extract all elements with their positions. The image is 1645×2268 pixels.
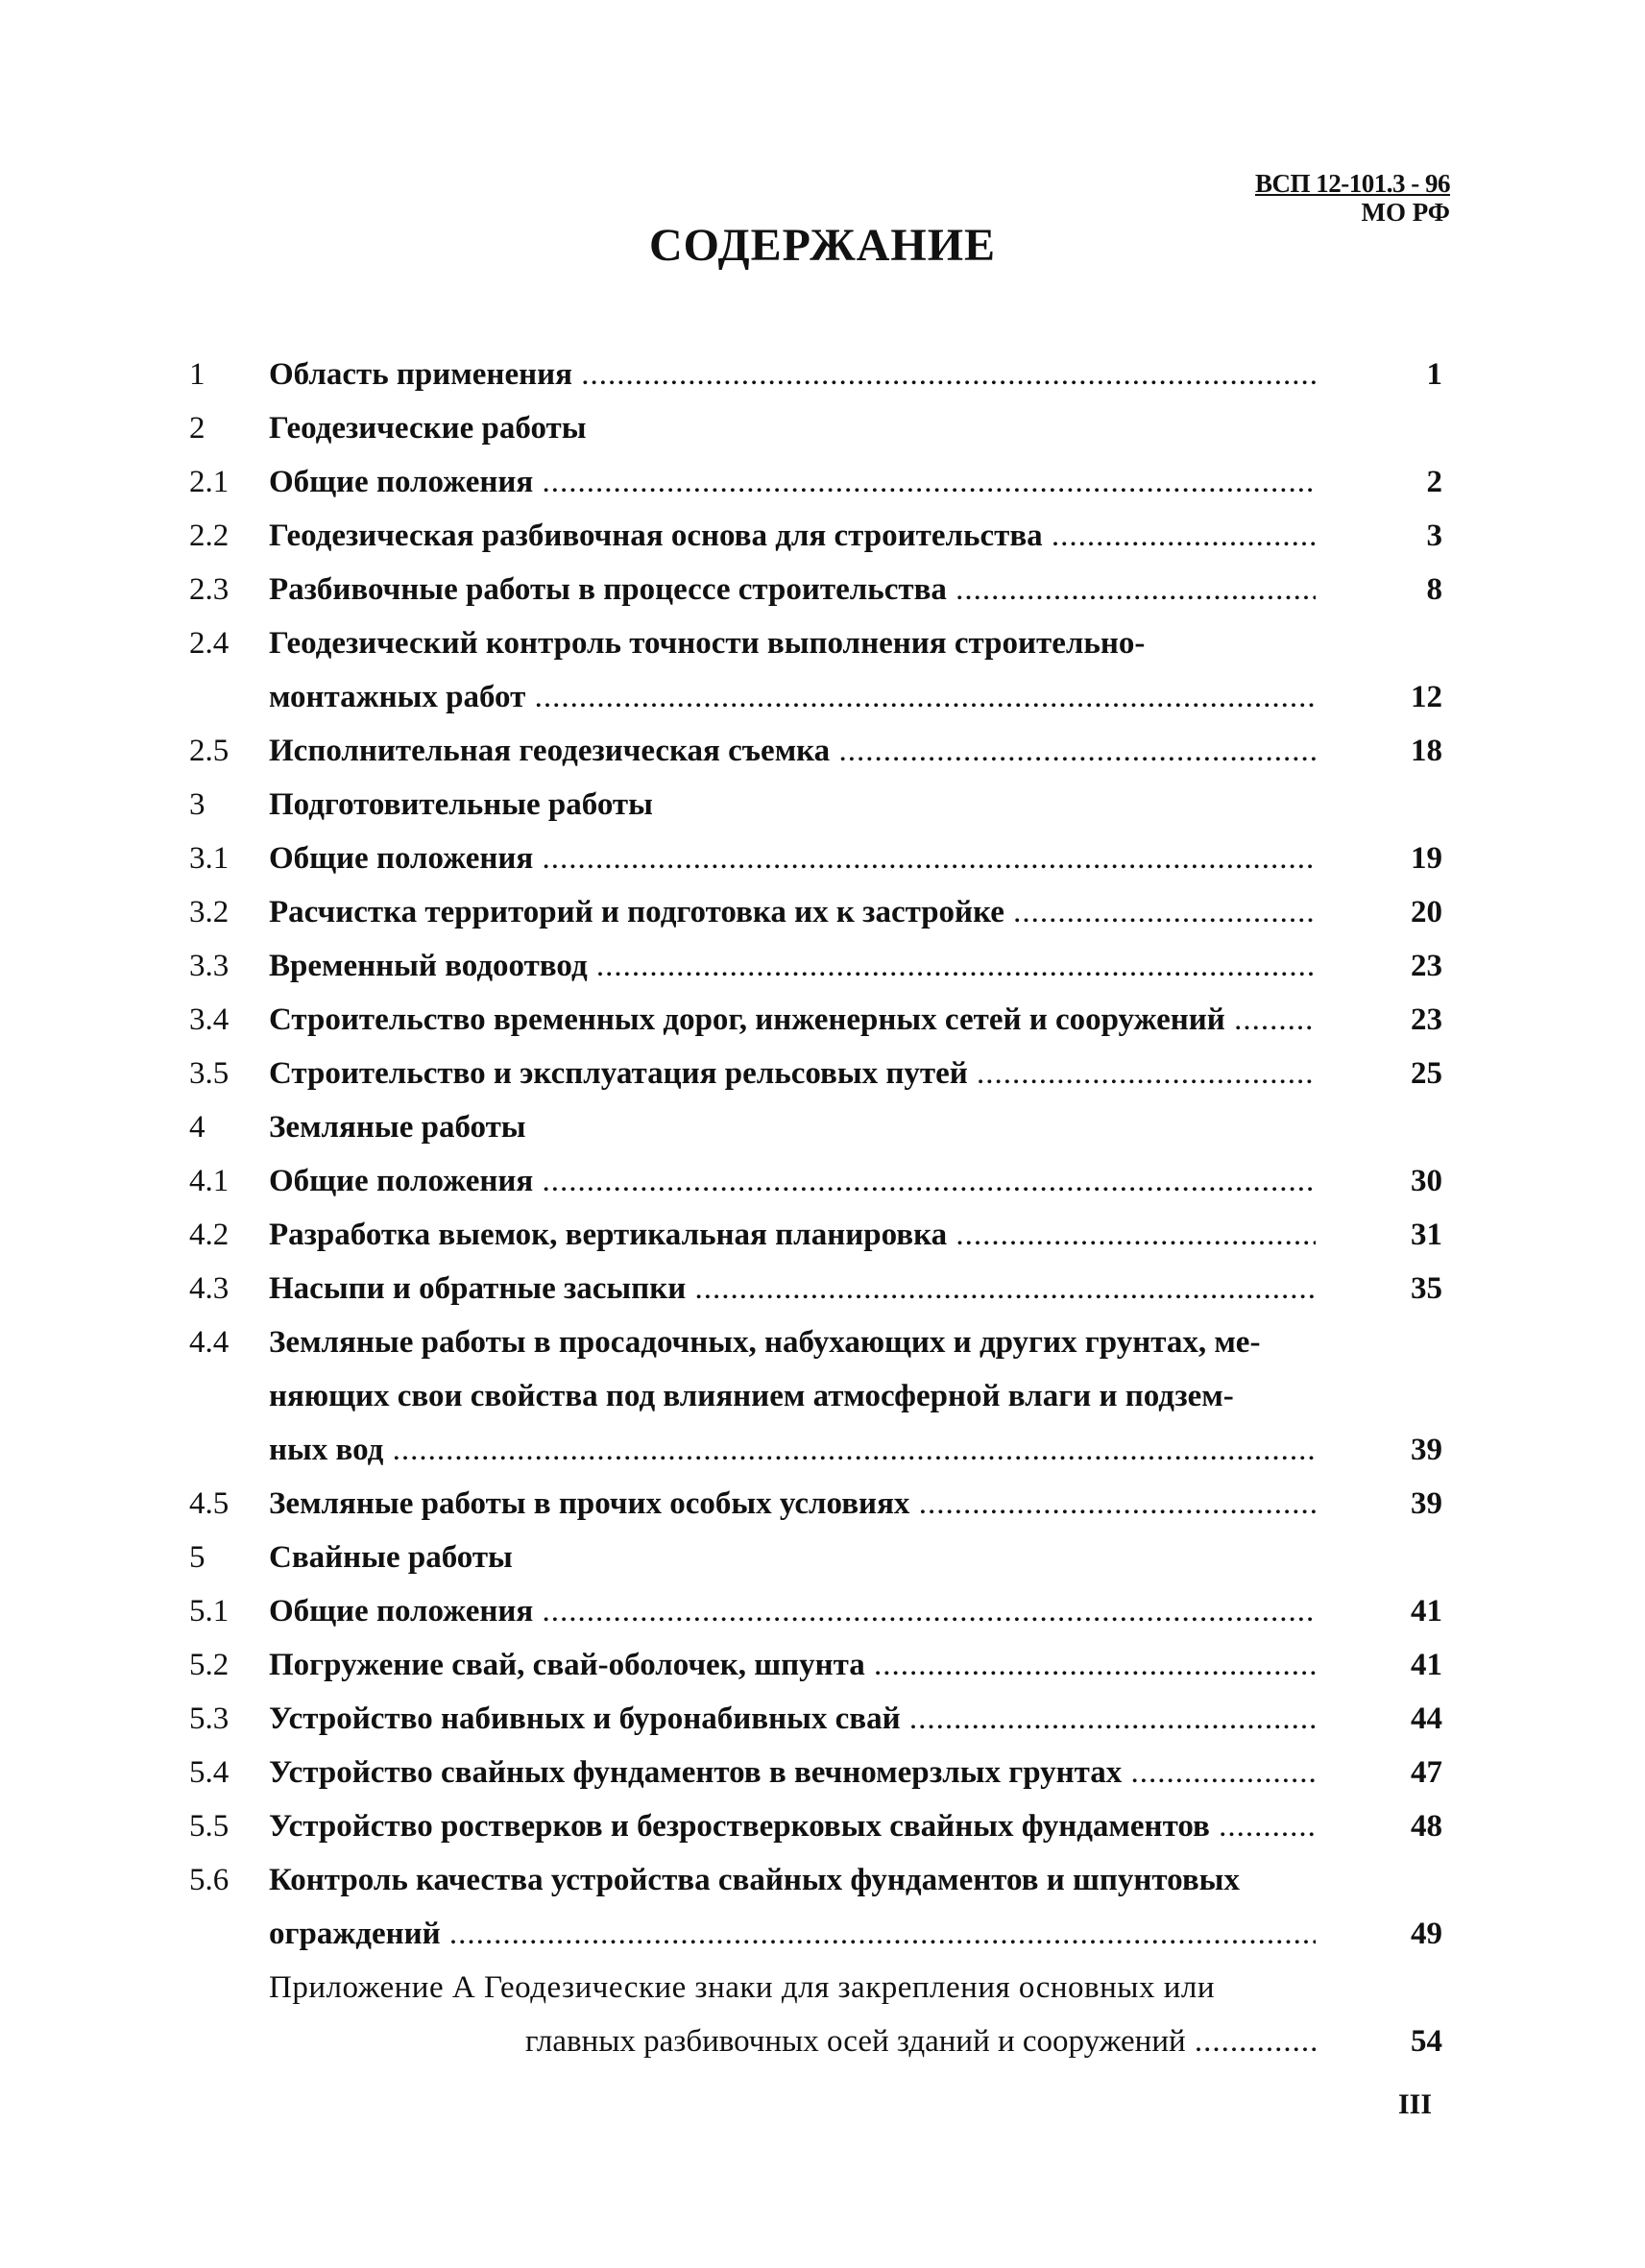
toc-page: 48 [1411, 1809, 1442, 1844]
toc-page: 39 [1411, 1486, 1442, 1521]
toc-row [189, 1798, 1466, 1851]
toc-page: 39 [1411, 1433, 1442, 1467]
page-title: СОДЕРЖАНИЕ [648, 220, 997, 271]
toc-row [189, 453, 1466, 507]
toc-title: Земляные работы в просадочных, набухающих и других грунтах, ме- [269, 1325, 1261, 1360]
toc-row [189, 1475, 1466, 1529]
toc-title: Геодезическая разбивочная основа для строительства ..... [269, 519, 1316, 554]
toc-page: 31 [1411, 1218, 1442, 1252]
toc-row [189, 399, 1466, 453]
toc-title-continuation: монтажных работ ..... [269, 680, 1316, 715]
toc-number: 3.1 [189, 841, 230, 876]
toc-number: 2.3 [189, 572, 230, 607]
toc-title: Устройство ростверков и безростверковых свайных фундаментов ..... [269, 1809, 1316, 1845]
toc-appendix-continuation [189, 2013, 1466, 2066]
toc-row [189, 937, 1466, 991]
toc-row [189, 1260, 1466, 1314]
appendix-title: Приложение А Геодезические знаки для закрепления основных или [269, 1970, 1215, 2005]
toc-title: Исполнительная геодезическая съемка ..... [269, 734, 1316, 769]
toc-row [189, 1152, 1466, 1206]
toc-title: Общие положения ..... [269, 465, 1316, 500]
toc-page: 23 [1411, 1002, 1442, 1037]
toc-title-continuation: няющих свои свойства под влиянием атмосферной влаги и подзем- [269, 1379, 1234, 1413]
toc-title: Строительство временных дорог, инженерных сетей и сооружений ..... [269, 1002, 1316, 1038]
appendix-page: 54 [1411, 2024, 1442, 2059]
toc-number: 5 [189, 1540, 206, 1575]
toc-number: 2 [189, 411, 206, 446]
toc-row [189, 722, 1466, 776]
toc-row [189, 1690, 1466, 1744]
toc-row [189, 1851, 1466, 1905]
toc-page: 20 [1411, 895, 1442, 929]
toc-row-continuation [189, 1367, 1466, 1421]
toc-number: 2.5 [189, 734, 230, 768]
toc-page: 25 [1411, 1056, 1442, 1091]
toc-row [189, 507, 1466, 561]
page-number: III [1397, 2088, 1432, 2120]
toc-page: 41 [1411, 1648, 1442, 1682]
toc-title-continuation: ограждений ..... [269, 1917, 1316, 1952]
toc-page: 23 [1411, 949, 1442, 983]
toc-appendix-row [189, 1959, 1466, 2013]
toc-page: 41 [1411, 1594, 1442, 1629]
toc-number: 2.1 [189, 465, 230, 499]
toc-title: Устройство свайных фундаментов в вечномерзлых грунтах ..... [269, 1755, 1316, 1791]
toc-title: Область применения ..... [269, 357, 1316, 393]
toc-number: 3.4 [189, 1002, 230, 1037]
toc-number: 4.3 [189, 1271, 230, 1306]
appendix-title-continuation: главных разбивочных осей зданий и сооружений ..... [525, 2024, 1316, 2060]
toc-number: 3.2 [189, 895, 230, 929]
toc-row [189, 991, 1466, 1045]
toc-row [189, 561, 1466, 615]
toc-page: 30 [1411, 1164, 1442, 1198]
toc-number: 3 [189, 787, 206, 822]
toc-title: Геодезический контроль точности выполнения строительно- [269, 626, 1146, 661]
toc-page: 2 [1426, 465, 1442, 499]
toc-title: Свайные работы [269, 1540, 513, 1575]
toc-row-continuation [189, 1905, 1466, 1959]
toc-page: 35 [1411, 1271, 1442, 1306]
toc-number: 5.6 [189, 1863, 230, 1897]
toc-number: 5.3 [189, 1701, 230, 1736]
toc-title: Расчистка территорий и подготовка их к застройке ..... [269, 895, 1316, 930]
toc-page: 12 [1411, 680, 1442, 714]
toc-row [189, 1636, 1466, 1690]
toc-row [189, 1098, 1466, 1152]
toc-row [189, 776, 1466, 830]
toc-page: 8 [1426, 572, 1442, 607]
toc-number: 2.2 [189, 519, 230, 553]
toc-title: Временный водоотвод ..... [269, 949, 1316, 984]
toc-title: Устройство набивных и буронабивных свай ..... [269, 1701, 1316, 1737]
toc-number: 4 [189, 1110, 206, 1145]
toc-page: 19 [1411, 841, 1442, 876]
toc-title: Общие положения ..... [269, 841, 1316, 877]
toc-title: Земляные работы в прочих особых условиях ..... [269, 1486, 1316, 1522]
toc-row [189, 1206, 1466, 1260]
toc-number: 4.4 [189, 1325, 230, 1360]
toc-title: Погружение свай, свай-оболочек, шпунта ..... [269, 1648, 1316, 1683]
document-org: МО РФ [1361, 198, 1450, 227]
toc-title: Земляные работы [269, 1110, 526, 1145]
toc-number: 4.1 [189, 1164, 230, 1198]
toc-title: Подготовительные работы [269, 787, 653, 822]
toc-row-continuation [189, 1421, 1466, 1475]
toc-number: 4.2 [189, 1218, 230, 1252]
toc-row [189, 1314, 1466, 1367]
toc-title: Общие положения ..... [269, 1164, 1316, 1199]
toc-page: 3 [1426, 519, 1442, 553]
toc-title: Строительство и эксплуатация рельсовых путей ..... [269, 1056, 1316, 1092]
toc-row [189, 883, 1466, 937]
toc-row [189, 346, 1466, 399]
toc-row [189, 1582, 1466, 1636]
toc-page: 49 [1411, 1917, 1442, 1951]
toc-title: Геодезические работы [269, 411, 587, 446]
toc-title: Разбивочные работы в процессе строительства ..... [269, 572, 1316, 608]
document-code: ВСП 12-101.3 - 96 [1255, 169, 1450, 198]
document-code-block [1255, 169, 1450, 227]
toc-title: Общие положения ..... [269, 1594, 1316, 1629]
toc-row [189, 830, 1466, 883]
toc-row [189, 1045, 1466, 1098]
toc-number: 5.2 [189, 1648, 230, 1682]
toc-number: 3.3 [189, 949, 230, 983]
toc-number: 1 [189, 357, 206, 392]
toc-title: Разработка выемок, вертикальная планировка ..... [269, 1218, 1316, 1253]
toc-title: Насыпи и обратные засыпки ..... [269, 1271, 1316, 1307]
toc-page: 18 [1411, 734, 1442, 768]
toc-number: 5.4 [189, 1755, 230, 1790]
table-of-contents [189, 346, 1466, 2066]
toc-title: Контроль качества устройства свайных фундаментов и шпунтовых [269, 1863, 1240, 1897]
toc-row-continuation [189, 668, 1466, 722]
toc-page: 44 [1411, 1701, 1442, 1736]
toc-number: 2.4 [189, 626, 230, 661]
toc-number: 3.5 [189, 1056, 230, 1091]
toc-number: 5.1 [189, 1594, 230, 1629]
toc-number: 5.5 [189, 1809, 230, 1844]
toc-row [189, 1744, 1466, 1798]
toc-title-continuation: ных вод ..... [269, 1433, 1316, 1468]
toc-row [189, 615, 1466, 668]
toc-page: 1 [1426, 357, 1442, 392]
toc-page: 47 [1411, 1755, 1442, 1790]
toc-row [189, 1529, 1466, 1582]
toc-number: 4.5 [189, 1486, 230, 1521]
